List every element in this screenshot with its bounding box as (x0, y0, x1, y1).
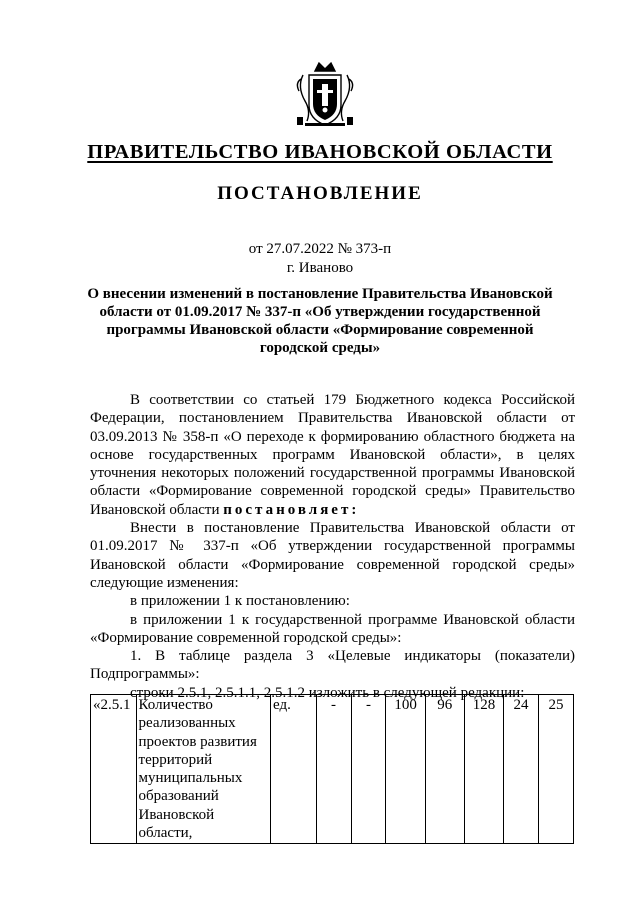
document-type: ПОСТАНОВЛЕНИЕ (217, 183, 423, 204)
row-value-4: 96 (425, 695, 464, 844)
row-value-7: 25 (539, 695, 574, 844)
date-number: от 27.07.2022 № 373-п (248, 241, 392, 257)
row-name: Количество реализованных проектов развития территорий муниципальных образований Ивановской области, (136, 695, 271, 844)
government-title-text: ПРАВИТЕЛЬСТВО ИВАНОВСКОЙ ОБЛАСТИ (87, 141, 553, 163)
paragraph-rows: строки 2.5.1, 2.5.1.1, 2.5.1.2 изложить в следующей редакции: (130, 684, 525, 701)
paragraph-annex: в приложении 1 к постановлению: (130, 593, 350, 610)
city: г. Иваново (286, 260, 354, 276)
paragraph-program-annex: в приложении 1 к государственной программе Ивановской области «Формирование современной городской среды»: (90, 611, 575, 646)
row-unit: ед. (271, 695, 317, 844)
preamble-text: В соответствии со статьей 179 Бюджетного кодекса Российской Федерации, постановлением Правительства Ивановской области от 03.09.2013 № 358-п «О переходе к формированию областного бюджета на основе государственных программ Ивановской области», в целях уточнения некоторых положений государственной программы Ивановской области «Формирование современной городской среды» Правительство Ивановской области (90, 392, 575, 518)
row-code: «2.5.1 (91, 695, 137, 844)
row-value-6: 24 (504, 695, 539, 844)
resolves-word: постановляет: (223, 501, 360, 518)
document-subject: О внесении изменений в постановление Правительства Ивановской области от 01.09.2017 № 337-п «Об утверждении государственной программы Ивановской области «Формирование современной городской среды» (87, 286, 553, 356)
government-title (0, 141, 640, 164)
paragraph-table-ref: 1. В таблице раздела 3 «Целевые индикаторы (показатели) Подпрограммы»: (90, 648, 575, 683)
document-body (90, 391, 575, 702)
paragraph-amend: Внести в постановление Правительства Ивановской области от 01.09.2017 № 337-п «Об утверждении государственной программы Ивановской области «Формирование современной городской среды» следующие изменения: (90, 520, 575, 591)
date-block (0, 240, 640, 278)
row-value-3: 100 (386, 695, 425, 844)
row-value-2: - (351, 695, 386, 844)
coat-of-arms-icon (293, 57, 357, 129)
paragraph-preamble (90, 391, 575, 519)
indicators-table (90, 694, 574, 844)
row-value-1: - (316, 695, 351, 844)
row-value-5: 128 (464, 695, 503, 844)
table-row (91, 695, 574, 844)
